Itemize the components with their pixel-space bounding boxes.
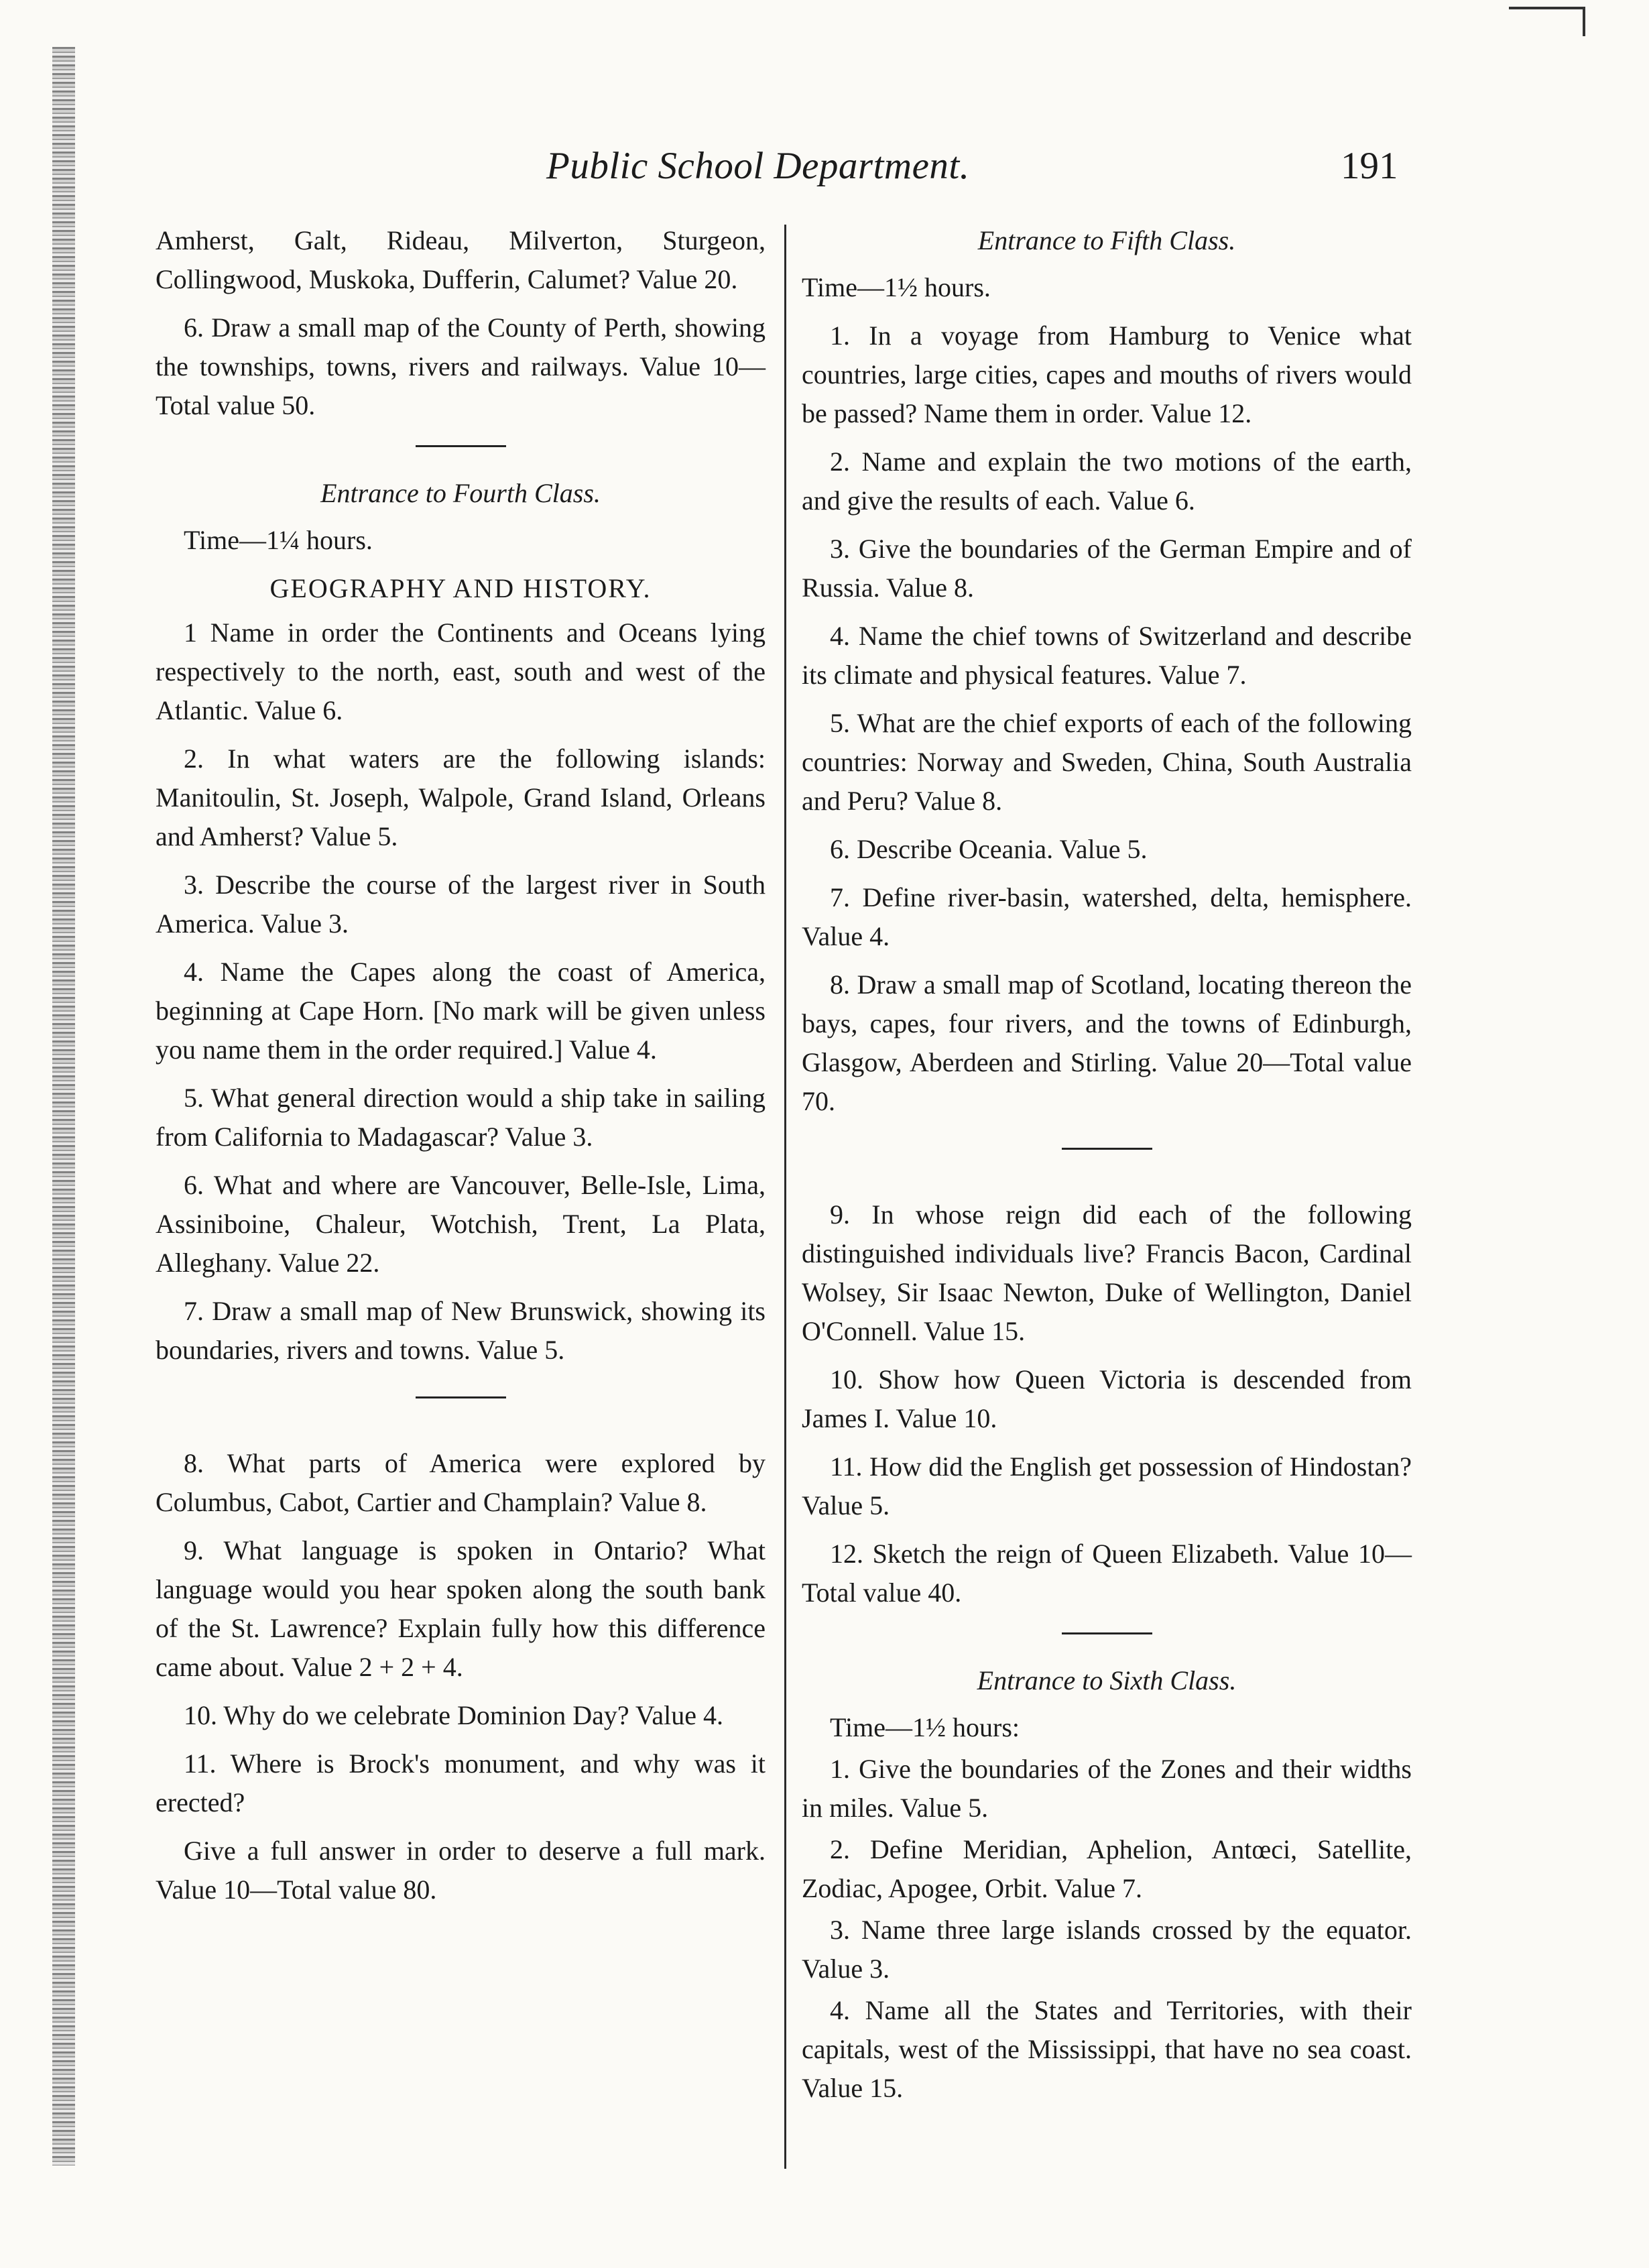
running-title: Public School Department. <box>546 145 970 187</box>
book-binding-edge <box>52 47 75 2165</box>
question: 4. Name the Capes along the coast of America, beginning at Cape Horn. [No mark will be given unless you name them in the order required.] Value 4. <box>156 957 766 1065</box>
continued-question: Amherst, Galt, Rideau, Milverton, Sturgeon, Collingwood, Muskoka, Dufferin, Calumet? Value 20. <box>156 225 766 294</box>
column-divider <box>784 225 786 2169</box>
question: 9. What language is spoken in Ontario? What language would you hear spoken along the south bank of the St. Lawrence? Explain fully how this difference came about. Value 2 + 2 + 4. <box>156 1535 766 1682</box>
question: 6. Draw a small map of the County of Perth, showing the townships, towns, rivers and railways. Value 10—Total value 50. <box>156 312 766 420</box>
question: 2. In what waters are the following islands: Manitoulin, St. Joseph, Walpole, Grand Island, Orleans and Amherst? Value 5. <box>156 743 766 851</box>
section-title: Entrance to Sixth Class. <box>977 1665 1237 1695</box>
question: 7. Draw a small map of New Brunswick, showing its boundaries, rivers and towns. Value 5. <box>156 1296 766 1365</box>
question: 6. What and where are Vancouver, Belle-Isle, Lima, Assiniboine, Chaleur, Wotchish, Trent, La Plata, Alleghany. Value 22. <box>156 1170 766 1278</box>
section-title: Entrance to Fifth Class. <box>977 225 1236 255</box>
time-allowed: Time—1¼ hours. <box>184 525 373 555</box>
question: 1 Name in order the Continents and Oceans lying respectively to the north, east, south and west of the Atlantic. Value 6. <box>156 617 766 725</box>
section-rule <box>416 1396 506 1398</box>
section-rule <box>416 445 506 447</box>
question: 5. What general direction would a ship take in sailing from California to Madagascar? Value 3. <box>156 1083 766 1152</box>
question: 9. In whose reign did each of the following distinguished individuals live? Francis Bacon, Cardinal Wolsey, Sir Isaac Newton, Duke of Wellington, Daniel O'Connell. Value 15. <box>802 1199 1412 1346</box>
page-corner-mark <box>1509 7 1585 36</box>
left-column <box>156 221 766 1919</box>
subject-heading: GEOGRAPHY AND HISTORY. <box>269 573 652 603</box>
time-allowed: Time—1½ hours: <box>830 1712 1020 1742</box>
page-header <box>0 144 1649 198</box>
question: 1. In a voyage from Hamburg to Venice what countries, large cities, capes and mouths of rivers would be passed? Name them in order. Value 12. <box>802 320 1412 428</box>
question: 8. What parts of America were explored by Columbus, Cabot, Cartier and Champlain? Value 8. <box>156 1448 766 1517</box>
question: 1. Give the boundaries of the Zones and their widths in miles. Value 5. <box>802 1754 1412 1823</box>
right-column <box>802 221 1412 2110</box>
question: 4. Name all the States and Territories, with their capitals, west of the Mississippi, that have no sea coast. Value 15. <box>802 1995 1412 2103</box>
question: 2. Define Meridian, Aphelion, Antœci, Satellite, Zodiac, Apogee, Orbit. Value 7. <box>802 1834 1412 1903</box>
page-number: 191 <box>1341 145 1398 187</box>
time-allowed: Time—1½ hours. <box>802 272 991 302</box>
section-rule <box>1062 1148 1152 1150</box>
question: 8. Draw a small map of Scotland, locating thereon the bays, capes, four rivers, and the towns of Edinburgh, Glasgow, Aberdeen and Stirling. Value 20—Total value 70. <box>802 969 1412 1116</box>
question: 12. Sketch the reign of Queen Elizabeth. Value 10—Total value 40. <box>802 1539 1412 1608</box>
question: 2. Name and explain the two motions of the earth, and give the results of each. Value 6. <box>802 446 1412 516</box>
instruction: Give a full answer in order to deserve a full mark. Value 10—Total value 80. <box>156 1836 766 1905</box>
question: 3. Give the boundaries of the German Empire and of Russia. Value 8. <box>802 534 1412 603</box>
question: 10. Why do we celebrate Dominion Day? Value 4. <box>184 1700 723 1730</box>
question: 3. Describe the course of the largest river in South America. Value 3. <box>156 870 766 939</box>
question: 3. Name three large islands crossed by the equator. Value 3. <box>802 1915 1412 1984</box>
question: 6. Describe Oceania. Value 5. <box>830 834 1148 864</box>
question: 11. How did the English get possession of Hindostan? Value 5. <box>802 1451 1412 1520</box>
question: 5. What are the chief exports of each of the following countries: Norway and Sweden, China, South Australia and Peru? Value 8. <box>802 708 1412 816</box>
question: 4. Name the chief towns of Switzerland and describe its climate and physical features. Value 7. <box>802 621 1412 690</box>
section-rule <box>1062 1632 1152 1634</box>
question: 7. Define river-basin, watershed, delta, hemisphere. Value 4. <box>802 882 1412 951</box>
question: 11. Where is Brock's monument, and why was it erected? <box>156 1748 766 1817</box>
question: 10. Show how Queen Victoria is descended from James I. Value 10. <box>802 1364 1412 1433</box>
section-title: Entrance to Fourth Class. <box>320 478 601 508</box>
